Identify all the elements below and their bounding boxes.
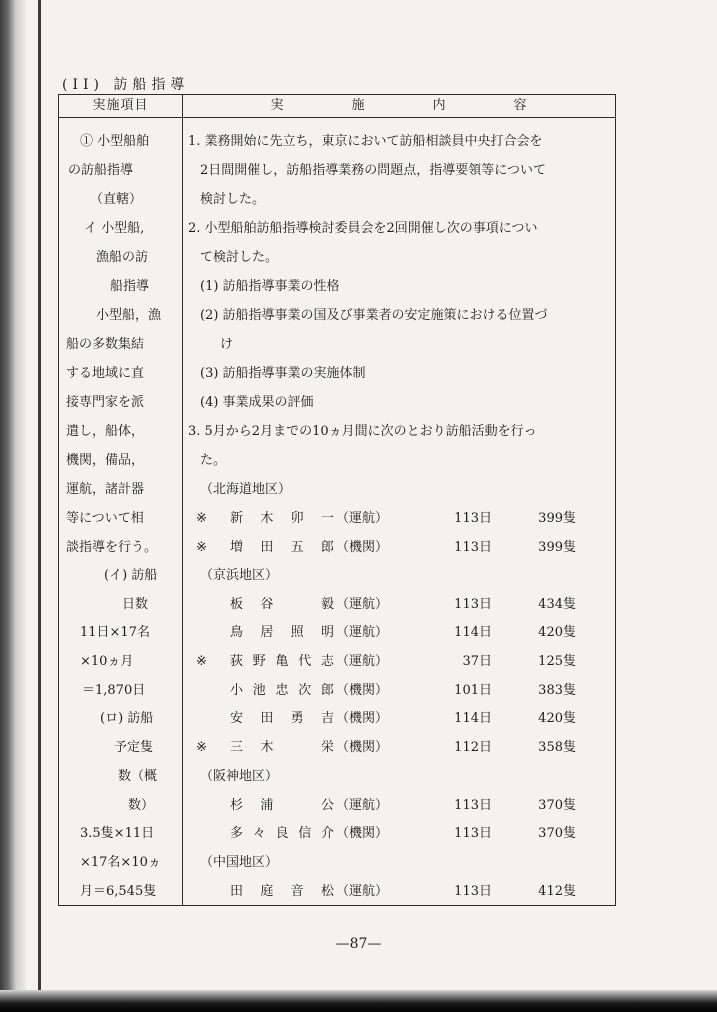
record-mark: ※ xyxy=(196,511,207,526)
left-line: 11日×17名 xyxy=(80,625,150,640)
record-role: （運航） xyxy=(336,798,389,813)
record-mark: ※ xyxy=(196,540,207,555)
left-line: 船指導 xyxy=(110,279,150,294)
left-line: （直轄） xyxy=(90,192,143,207)
region-heading: （京浜地区） xyxy=(200,568,279,583)
header-char: 実 xyxy=(270,98,284,113)
content-line: 2. 小型船舶訪船指導検討委員会を2回開催し次の事項につい xyxy=(188,221,538,236)
content-line: (3) 訪船指導事業の実施体制 xyxy=(200,366,366,381)
page-number: —87— xyxy=(335,936,382,952)
record-days: 114日 xyxy=(454,711,492,726)
left-line: の訪船指導 xyxy=(68,163,134,178)
record-days: 112日 xyxy=(454,740,492,755)
content-line: て検討した。 xyxy=(200,250,279,265)
record-ships: 399隻 xyxy=(538,540,576,555)
left-line: 遣し，船体， xyxy=(66,424,145,439)
record-name: 安田勇吉 xyxy=(230,711,334,726)
content-line: 2日間開催し，訪船指導業務の問題点，指導要領等について xyxy=(200,163,547,178)
record-days: 113日 xyxy=(454,884,492,899)
left-line: 船の多数集結 xyxy=(66,337,145,352)
record-ships: 383隻 xyxy=(538,683,576,698)
content-line: 1. 業務開始に先立ち，東京において訪船相談員中央打合会を xyxy=(188,134,543,149)
record-ships: 412隻 xyxy=(538,884,576,899)
content-line: け xyxy=(220,337,234,352)
record-role: （機関） xyxy=(336,711,389,726)
left-line: 予定隻 xyxy=(114,740,154,755)
record-name: 鳥居照明 xyxy=(230,625,334,640)
binding-edge-line xyxy=(38,0,41,1012)
content-line: (4) 事業成果の評価 xyxy=(200,395,314,410)
record-ships: 125隻 xyxy=(538,654,576,669)
record-role: （運航） xyxy=(336,597,389,612)
column-separator xyxy=(182,95,183,905)
left-line: 機関，備品， xyxy=(66,453,145,468)
record-days: 113日 xyxy=(454,826,492,841)
record-days: 101日 xyxy=(454,683,492,698)
staff-record xyxy=(196,739,596,757)
left-line: 数（概 xyxy=(118,769,158,784)
record-role: （機関） xyxy=(336,540,389,555)
left-line: 日数 xyxy=(122,597,149,612)
book-spine-shadow xyxy=(0,0,26,1012)
header-implementation-content xyxy=(182,95,615,117)
record-name: 三木 栄 xyxy=(230,740,334,755)
record-days: 113日 xyxy=(454,511,492,526)
record-ships: 420隻 xyxy=(538,625,576,640)
record-name: 荻野亀代志 xyxy=(230,654,334,669)
record-role: （運航） xyxy=(336,511,389,526)
header-char: 施 xyxy=(351,98,365,113)
record-days: 37日 xyxy=(462,654,492,669)
left-line: ×17名×10ヵ xyxy=(80,855,161,870)
header-separator xyxy=(59,117,615,118)
staff-record xyxy=(196,510,596,528)
left-line: 数） xyxy=(128,798,155,813)
scan-bottom-edge xyxy=(0,990,717,1012)
region-heading: （北海道地区） xyxy=(200,482,292,497)
record-name: 板谷 毅 xyxy=(230,597,334,612)
record-ships: 420隻 xyxy=(538,711,576,726)
content-line: (1) 訪船指導事業の性格 xyxy=(200,279,340,294)
staff-record xyxy=(196,539,596,557)
left-line: (イ) 訪船 xyxy=(104,568,158,583)
record-name: 新木卯一 xyxy=(230,511,334,526)
left-line: 接専門家を派 xyxy=(66,395,145,410)
left-line: ① 小型船舶 xyxy=(80,134,150,149)
record-days: 113日 xyxy=(454,540,492,555)
staff-record xyxy=(196,682,596,700)
left-line: 談指導を行う。 xyxy=(66,540,158,555)
record-name: 多々良信介 xyxy=(230,826,334,841)
record-ships: 370隻 xyxy=(538,826,576,841)
left-line: イ 小型船, xyxy=(84,221,145,236)
record-name: 杉浦 公 xyxy=(230,798,334,813)
staff-record xyxy=(196,797,596,815)
staff-record xyxy=(196,825,596,843)
record-ships: 370隻 xyxy=(538,798,576,813)
left-line: 3.5隻×11日 xyxy=(80,826,155,841)
left-line: 小型船，漁 xyxy=(96,308,162,323)
left-line: (ロ) 訪船 xyxy=(100,711,154,726)
left-line: 漁船の訪 xyxy=(96,250,149,265)
section-title: (II) 訪船指導 xyxy=(62,77,190,93)
staff-record xyxy=(196,596,596,614)
record-role: （運航） xyxy=(336,884,389,899)
content-line: 検討した。 xyxy=(200,192,266,207)
record-role: （運航） xyxy=(336,654,389,669)
staff-record xyxy=(196,710,596,728)
record-role: （機関） xyxy=(336,826,389,841)
record-name: 田庭音松 xyxy=(230,884,334,899)
record-days: 113日 xyxy=(454,597,492,612)
header-char: 容 xyxy=(513,98,527,113)
header-char: 内 xyxy=(432,98,446,113)
record-days: 113日 xyxy=(454,798,492,813)
content-line: た。 xyxy=(200,453,227,468)
record-name: 小池忠次郎 xyxy=(230,683,334,698)
header-implementation-item: 実施項目 xyxy=(92,98,149,113)
left-line: 等について相 xyxy=(66,511,144,526)
record-role: （機関） xyxy=(336,683,389,698)
left-line: 月＝6,545隻 xyxy=(80,884,157,899)
record-ships: 358隻 xyxy=(538,740,576,755)
record-role: （機関） xyxy=(336,740,389,755)
region-heading: （中国地区） xyxy=(200,855,279,870)
staff-record xyxy=(196,883,596,901)
record-days: 114日 xyxy=(454,625,492,640)
staff-record xyxy=(196,624,596,642)
left-line: する地域に直 xyxy=(66,366,145,381)
record-name: 増田五郎 xyxy=(230,540,334,555)
content-line: (2) 訪船指導事業の国及び事業者の安定施策における位置づ xyxy=(200,308,548,323)
left-line: ×10ヵ月 xyxy=(80,654,134,669)
staff-record xyxy=(196,653,596,671)
record-mark: ※ xyxy=(196,654,207,669)
record-mark: ※ xyxy=(196,740,207,755)
content-line: 3. 5月から2月までの10ヵ月間に次のとおり訪船活動を行っ xyxy=(188,424,537,439)
record-ships: 399隻 xyxy=(538,511,576,526)
region-heading: （阪神地区） xyxy=(200,769,279,784)
record-ships: 434隻 xyxy=(538,597,576,612)
left-line: ＝1,870日 xyxy=(82,683,146,698)
left-line: 運航，諸計器 xyxy=(66,482,145,497)
record-role: （運航） xyxy=(336,625,389,640)
